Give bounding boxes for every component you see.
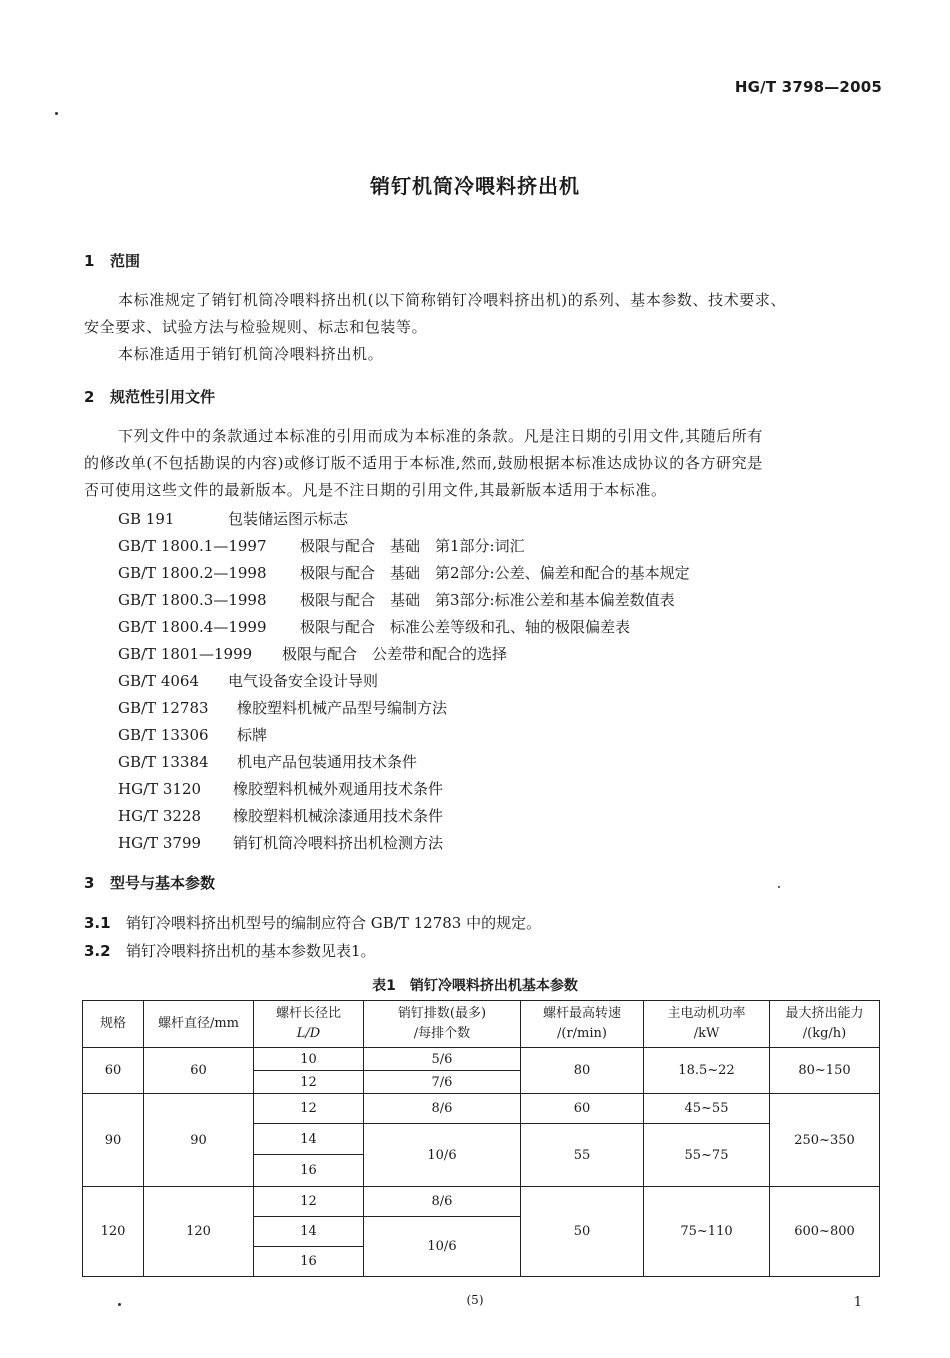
ref-code: GB 191 bbox=[118, 510, 175, 528]
header-line: /(kg/h) bbox=[802, 1026, 847, 1041]
ref-item bbox=[118, 805, 443, 826]
cell-diameter: 60 bbox=[144, 1048, 254, 1094]
ref-code: HG/T 3799 bbox=[118, 834, 202, 852]
ref-code: GB/T 1800.1—1997 bbox=[118, 537, 267, 555]
clause-3-2 bbox=[84, 940, 376, 961]
ref-item bbox=[118, 589, 675, 610]
cell-ld: 12 bbox=[254, 1094, 364, 1124]
ref-title: 橡胶塑料机械涂漆通用技术条件 bbox=[233, 807, 444, 825]
section-1-para-2: 本标准适用于销钉机筒冷喂料挤出机。 bbox=[118, 345, 384, 363]
cell-ld: 14 bbox=[254, 1124, 364, 1155]
section-1-para-1-line-1: 本标准规定了销钉机筒冷喂料挤出机(以下简称销钉冷喂料挤出机)的系列、基本参数、技术要求、 bbox=[118, 291, 787, 309]
scan-speck bbox=[778, 886, 780, 888]
section-title: 范围 bbox=[110, 252, 141, 270]
header-line: 最大挤出能力 bbox=[785, 1006, 864, 1021]
standard-code: HG/T 3798—2005 bbox=[734, 78, 882, 96]
header-speed bbox=[521, 1001, 644, 1048]
cell-speed: 80 bbox=[521, 1048, 644, 1094]
ref-item bbox=[118, 616, 630, 637]
ref-title: 极限与配合 公差带和配合的选择 bbox=[282, 645, 508, 663]
header-line: L/D bbox=[296, 1026, 321, 1041]
ref-title: 销钉机筒冷喂料挤出机检测方法 bbox=[233, 834, 444, 852]
table-caption: 表1 销钉冷喂料挤出机基本参数 bbox=[372, 978, 578, 994]
ref-title: 包装储运图示标志 bbox=[228, 510, 349, 528]
ref-title: 橡胶塑料机械产品型号编制方法 bbox=[237, 699, 448, 717]
ref-code: GB/T 12783 bbox=[118, 699, 209, 717]
header-line: 螺杆最高转速 bbox=[542, 1006, 621, 1021]
cell-speed: 50 bbox=[521, 1187, 644, 1277]
ref-item bbox=[118, 751, 417, 772]
scan-speck bbox=[118, 1303, 121, 1306]
section-title: 规范性引用文件 bbox=[110, 388, 216, 406]
cell-pins: 8/6 bbox=[364, 1187, 521, 1217]
header-ld bbox=[254, 1001, 364, 1048]
header-power bbox=[644, 1001, 770, 1048]
table-row bbox=[83, 1094, 880, 1124]
cell-pins: 10/6 bbox=[364, 1124, 521, 1187]
ref-code: HG/T 3228 bbox=[118, 807, 202, 825]
page-number: 1 bbox=[853, 1295, 862, 1310]
ref-title: 标牌 bbox=[237, 726, 268, 744]
cell-power: 18.5~22 bbox=[644, 1048, 770, 1094]
header-diameter: 螺杆直径/mm bbox=[144, 1001, 254, 1048]
section-number: 1 bbox=[84, 252, 95, 270]
ref-item bbox=[118, 724, 267, 745]
header-line: /kW bbox=[693, 1026, 720, 1041]
cell-capacity: 600~800 bbox=[770, 1187, 880, 1277]
cell-ld: 10 bbox=[254, 1048, 364, 1071]
ref-title: 极限与配合 基础 第1部分:词汇 bbox=[300, 537, 525, 555]
cell-power: 45~55 bbox=[644, 1094, 770, 1124]
ref-code: GB/T 1800.2—1998 bbox=[118, 564, 267, 582]
ref-code: GB/T 13384 bbox=[118, 753, 209, 771]
header-line: /每排个数 bbox=[413, 1026, 471, 1041]
header-line: 螺杆长径比 bbox=[275, 1006, 341, 1021]
footer-page-marker: (5) bbox=[466, 1293, 484, 1307]
table-header-row bbox=[83, 1001, 880, 1048]
header-line: 销钉排数(最多) bbox=[397, 1006, 487, 1021]
cell-pins: 10/6 bbox=[364, 1217, 521, 1277]
section-2-para-line-3: 否可使用这些文件的最新版本。凡是不注日期的引用文件,其最新版本适用于本标准。 bbox=[84, 481, 667, 499]
cell-ld: 16 bbox=[254, 1247, 364, 1277]
cell-spec: 90 bbox=[83, 1094, 144, 1187]
ref-item bbox=[118, 670, 378, 691]
ref-code: GB/T 1800.4—1999 bbox=[118, 618, 267, 636]
ref-code: HG/T 3120 bbox=[118, 780, 202, 798]
section-number: 3 bbox=[84, 874, 95, 892]
ref-code: GB/T 1801—1999 bbox=[118, 645, 253, 663]
clause-number: 3.2 bbox=[84, 942, 111, 960]
section-2-heading bbox=[84, 386, 215, 407]
clause-number: 3.1 bbox=[84, 914, 111, 932]
ref-title: 极限与配合 基础 第3部分:标准公差和基本偏差数值表 bbox=[300, 591, 675, 609]
cell-power: 55~75 bbox=[644, 1124, 770, 1187]
document-title: 销钉机筒冷喂料挤出机 bbox=[370, 174, 580, 198]
ref-item bbox=[118, 508, 348, 529]
table-row bbox=[83, 1187, 880, 1217]
ref-item bbox=[118, 832, 443, 853]
cell-capacity: 80~150 bbox=[770, 1048, 880, 1094]
table-row bbox=[83, 1048, 880, 1071]
cell-ld: 14 bbox=[254, 1217, 364, 1247]
ref-code: GB/T 4064 bbox=[118, 672, 200, 690]
ref-item bbox=[118, 697, 447, 718]
ref-title: 机电产品包装通用技术条件 bbox=[237, 753, 418, 771]
scan-speck bbox=[55, 112, 58, 115]
ref-code: GB/T 1800.3—1998 bbox=[118, 591, 267, 609]
ref-item bbox=[118, 562, 690, 583]
section-1-para-1-line-2: 安全要求、试验方法与检验规则、标志和包装等。 bbox=[84, 318, 428, 336]
header-line: /(r/min) bbox=[557, 1026, 607, 1041]
section-2-para-line-1: 下列文件中的条款通过本标准的引用而成为本标准的条款。凡是注日期的引用文件,其随后所有 bbox=[118, 427, 763, 445]
section-3-heading bbox=[84, 872, 215, 893]
ref-title: 极限与配合 标准公差等级和孔、轴的极限偏差表 bbox=[300, 618, 631, 636]
ref-item bbox=[118, 535, 525, 556]
header-capacity bbox=[770, 1001, 880, 1048]
cell-ld: 12 bbox=[254, 1071, 364, 1094]
cell-pins: 8/6 bbox=[364, 1094, 521, 1124]
cell-ld: 16 bbox=[254, 1155, 364, 1187]
cell-pins: 7/6 bbox=[364, 1071, 521, 1094]
header-spec: 规格 bbox=[83, 1001, 144, 1048]
cell-spec: 120 bbox=[83, 1187, 144, 1277]
cell-speed: 55 bbox=[521, 1124, 644, 1187]
cell-pins: 5/6 bbox=[364, 1048, 521, 1071]
header-pins bbox=[364, 1001, 521, 1048]
clause-text: 销钉冷喂料挤出机的基本参数见表1。 bbox=[126, 942, 376, 960]
clause-text: 销钉冷喂料挤出机型号的编制应符合 GB/T 12783 中的规定。 bbox=[126, 914, 542, 932]
section-number: 2 bbox=[84, 388, 95, 406]
parameters-table bbox=[82, 1000, 880, 1277]
ref-code: GB/T 13306 bbox=[118, 726, 209, 744]
cell-capacity: 250~350 bbox=[770, 1094, 880, 1187]
cell-spec: 60 bbox=[83, 1048, 144, 1094]
ref-title: 橡胶塑料机械外观通用技术条件 bbox=[233, 780, 444, 798]
header-line: 主电动机功率 bbox=[667, 1006, 746, 1021]
cell-speed: 60 bbox=[521, 1094, 644, 1124]
section-1-heading bbox=[84, 250, 140, 271]
clause-3-1 bbox=[84, 912, 541, 933]
section-2-para-line-2: 的修改单(不包括勘误的内容)或修订版不适用于本标准,然而,鼓励根据本标准达成协议的各方研究是 bbox=[84, 454, 763, 472]
cell-power: 75~110 bbox=[644, 1187, 770, 1277]
ref-item bbox=[118, 643, 507, 664]
cell-diameter: 120 bbox=[144, 1187, 254, 1277]
ref-title: 极限与配合 基础 第2部分:公差、偏差和配合的基本规定 bbox=[300, 564, 690, 582]
cell-ld: 12 bbox=[254, 1187, 364, 1217]
section-title: 型号与基本参数 bbox=[110, 874, 216, 892]
ref-item bbox=[118, 778, 443, 799]
ref-title: 电气设备安全设计导则 bbox=[228, 672, 379, 690]
cell-diameter: 90 bbox=[144, 1094, 254, 1187]
